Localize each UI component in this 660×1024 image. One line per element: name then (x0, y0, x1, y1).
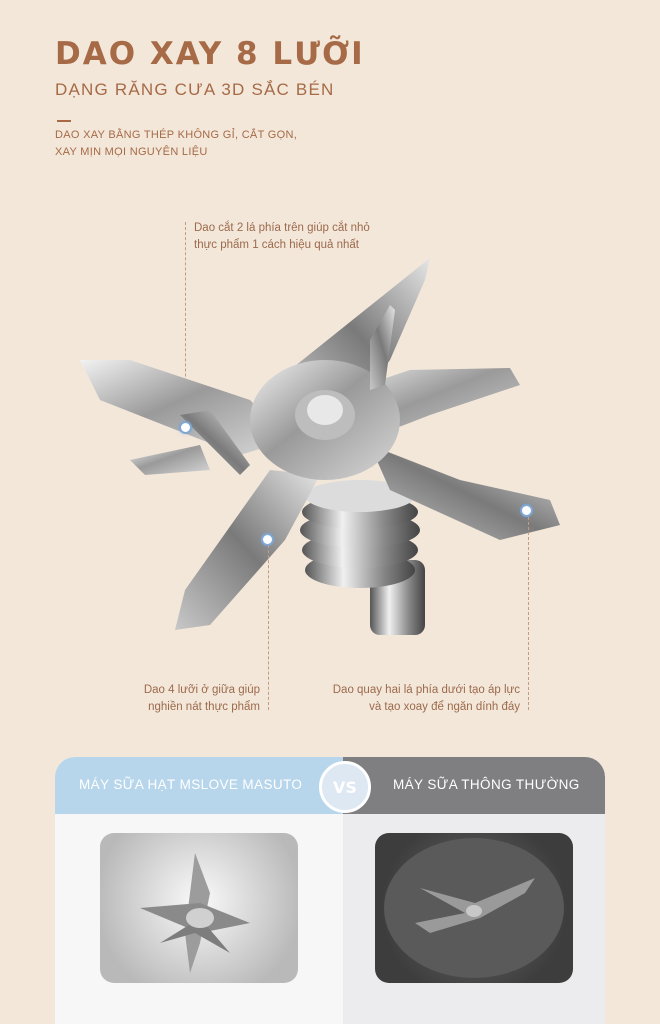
regular-blade-image (375, 833, 573, 983)
annotation-line: nghiền nát thực phẩm (148, 701, 260, 713)
comparison-left-label: MÁY SỮA HẠT MSLOVE MASUTO (79, 777, 303, 792)
page-description (55, 127, 355, 161)
comparison-panel (55, 757, 605, 1024)
masuto-blade-photo (100, 833, 298, 983)
callout-line-right (528, 517, 529, 710)
annotation-line: thực phẩm 1 cách hiệu quả nhất (194, 239, 359, 251)
blade-hub (300, 480, 420, 588)
callout-line-left (268, 545, 269, 710)
masuto-blade-image (100, 833, 298, 983)
description-line: XAY MỊN MỌI NGUYÊN LIỆU (55, 146, 208, 158)
annotation-line: và tạo xoay để ngăn dính đáy (369, 701, 520, 713)
marker-dot-left (263, 535, 272, 544)
annotation-top-blades (194, 220, 434, 254)
page-subtitle: DẠNG RĂNG CƯA 3D SẮC BÉN (55, 80, 335, 99)
regular-blade-photo (375, 833, 573, 983)
annotation-bottom-blades (300, 682, 520, 716)
comparison-right-label: MÁY SỮA THÔNG THƯỜNG (393, 777, 580, 792)
marker-dot-right (522, 506, 531, 515)
annotation-middle-blades (100, 682, 260, 716)
divider (57, 120, 71, 122)
blade-illustration (70, 250, 570, 650)
annotation-line: Dao quay hai lá phía dưới tạo áp lực (332, 684, 520, 696)
description-line: DAO XAY BẰNG THÉP KHÔNG GỈ, CẮT GỌN, (55, 129, 298, 141)
blade-lower-left (175, 470, 320, 630)
annotation-line: Dao cắt 2 lá phía trên giúp cắt nhỏ (194, 222, 370, 234)
marker-dot-top (181, 423, 190, 432)
annotation-line: Dao 4 lưỡi ở giữa giúp (143, 684, 260, 696)
page-title: DAO XAY 8 LƯỠI (55, 36, 365, 72)
vs-badge: VS (319, 761, 371, 813)
blade-small-tab (130, 445, 210, 475)
